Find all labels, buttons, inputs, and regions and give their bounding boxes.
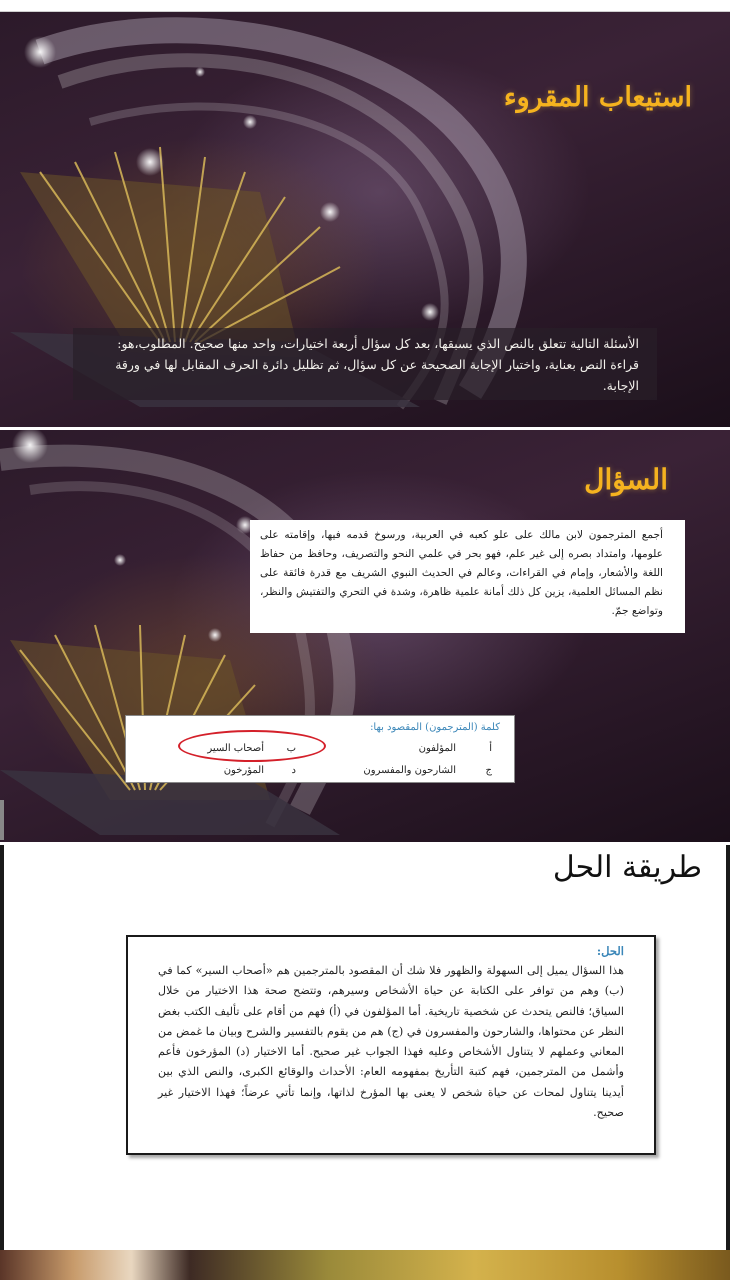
- question-card: [125, 715, 515, 783]
- slide-title: استيعاب المقروء: [503, 82, 692, 113]
- option-a-letter: أ: [489, 743, 492, 754]
- slide-question: [0, 430, 730, 842]
- solution-heading: طريقة الحل: [552, 850, 702, 885]
- instructions-text: الأسئلة التالية تتعلق بالنص الذي يسبقها، بعد كل سؤال أربعة اختيارات، واحد منها صحيح. المطلوب،هو: قراءة النص بعناية، واختيار الإجابة الصحيحة عن كل سؤال، ثم تظليل دائرة الحرف المقابل لها في ورقة الإجابة.: [73, 328, 657, 400]
- slide-reading-comprehension: [0, 12, 730, 427]
- option-b-text: أصحاب السير: [207, 743, 264, 754]
- solution-text: هذا السؤال يميل إلى السهولة والظهور فلا شك أن المقصود بالمترجمين هم «أصحاب السير» كما في (ب) وهم من توافر على الكتابة عن حياة الأشخاص وسيرهم، وتتضح صحة هذا الاختيار من خلال السياق؛ فالنص يتحدث عن شخصية تاريخية. أما المؤلفون في (أ) فهم من أقام على تأليف الكتب بغض النظر عن محتواها، والشارحون والمفسرون في (ج) هم من يقوم بالتفسير والشرح وبيان ما غمض من المعاني وعملهم لا يتناول الأشخاص وعليه فهذا الجواب غير صحيح. أما الاختيار (د) المؤرخون فأعم وأشمل من المترجمين، فهم كتبة التأريخ بمفهومه العام: الأحداث والوقائع الكبرى، والنص الذي بين أيدينا يتناول لمحات عن حياة شخص لا يعنى بها المؤرخ لذاتها، وإنما تأتي عرضاً؛ فهذا الاختيار غير صحيح.: [158, 964, 624, 1120]
- top-strip: [0, 0, 730, 12]
- option-d-letter: د: [291, 765, 296, 776]
- passage-text: أجمع المترجمون لابن مالك على علو كعبه في العربية، ورسوخ قدمه فيها، وإقامته على علومها، وامتداد بصره إلى غير علم، فهو بحر في علمي النحو والتصريف، وحافظ من حفاظ اللغة والأشعار، وإمام في القراءات، وعالم في الحديث النبوي الشريف مع قدرة فائقة على نظم المسائل العلمية، يزين كل ذلك أمانة علمية ظاهرة، وشدة في التحري والتفتيش والنظر، وتواضع جمّ.: [250, 520, 685, 633]
- option-c-letter: ج: [485, 765, 492, 776]
- option-d-text: المؤرخون: [223, 765, 264, 776]
- answer-highlight-circle: [178, 730, 326, 762]
- slide-title: السؤال: [584, 463, 668, 496]
- option-b-letter: ب: [286, 743, 296, 754]
- question-stem: كلمة (المترجمون) المقصود بها:: [370, 722, 500, 733]
- scroll-indicator[interactable]: [0, 800, 4, 840]
- option-c-text: الشارحون والمفسرون: [363, 765, 456, 776]
- solution-label: الحل:: [596, 944, 624, 958]
- option-a-text: المؤلفون: [418, 743, 456, 754]
- next-slide-preview: [0, 1250, 730, 1280]
- solution-card: [126, 935, 656, 1155]
